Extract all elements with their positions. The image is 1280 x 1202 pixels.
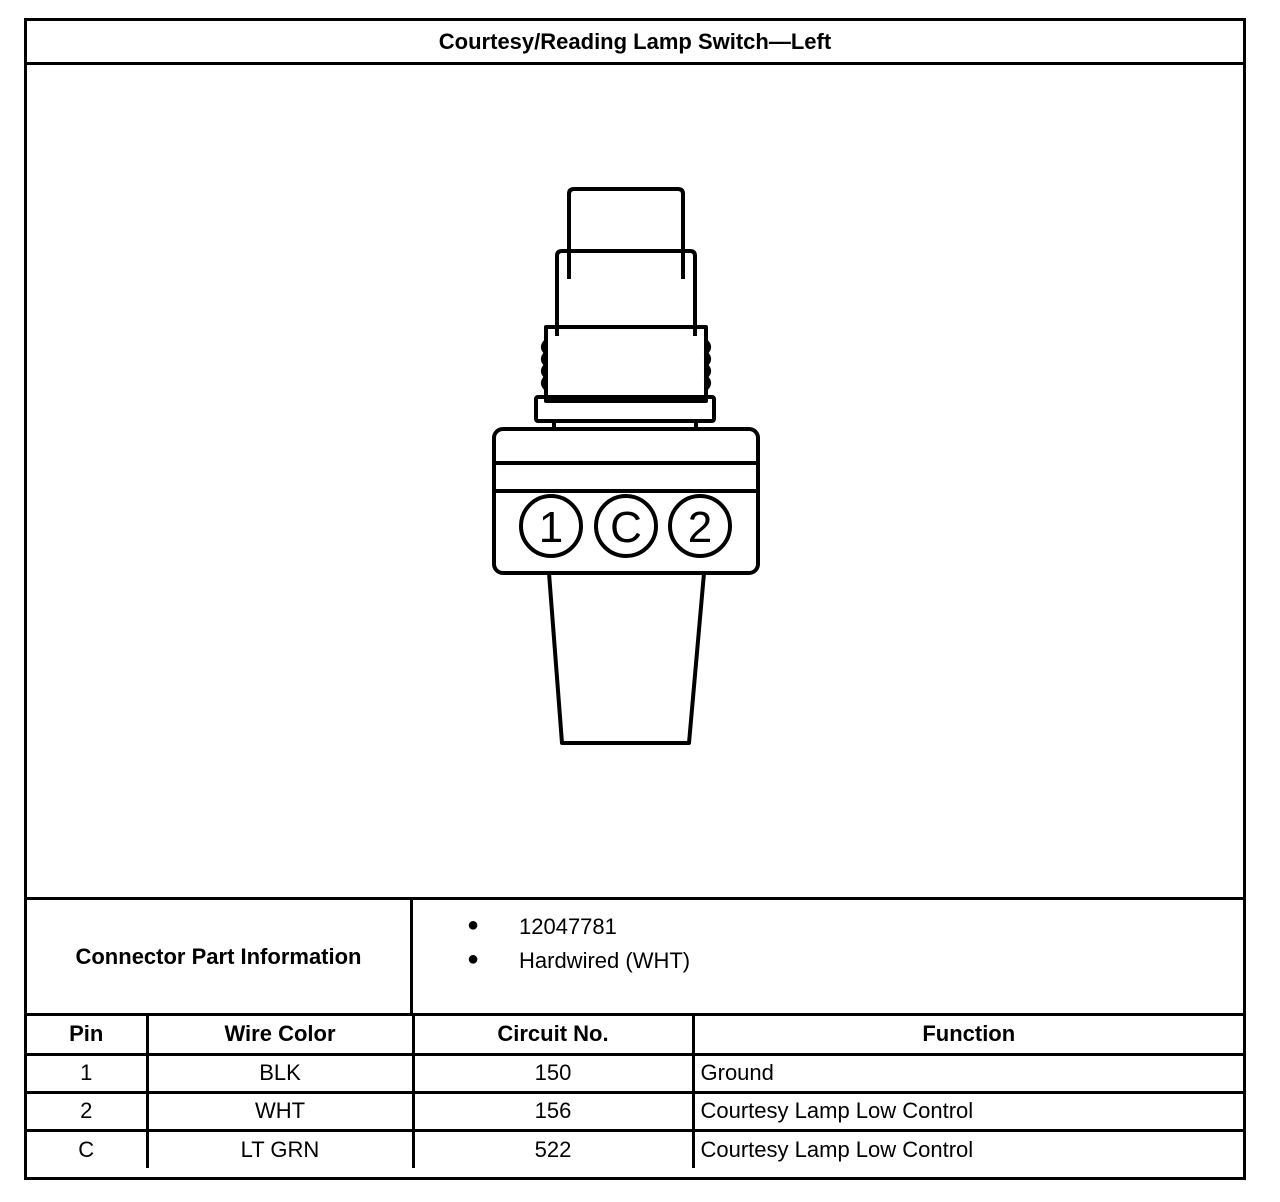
table-row: [27, 1054, 1243, 1092]
table-row: [27, 1130, 1243, 1168]
pin-cell: 1: [27, 1054, 147, 1092]
circuit-no-cell: 150: [413, 1054, 693, 1092]
hardwired-text: Hardwired (WHT): [519, 948, 691, 973]
function-cell: Courtesy Lamp Low Control: [693, 1092, 1243, 1130]
threaded-shank: [546, 327, 706, 401]
table-row: [27, 1092, 1243, 1130]
function-cell: Ground: [693, 1054, 1243, 1092]
connector-drawing: [27, 65, 1243, 897]
header-function: Function: [693, 1016, 1243, 1054]
wire-boot: [549, 573, 704, 743]
pin-table-header: [27, 1016, 1243, 1054]
plunger-collar: [557, 251, 695, 336]
wire-color-cell: LT GRN: [147, 1130, 413, 1168]
sheet-title: Courtesy/Reading Lamp Switch—Left: [27, 21, 1243, 65]
connector-part-info-label: Connector Part Information: [27, 900, 413, 1013]
bullet-icon: ●: [467, 948, 480, 970]
part-number-item: [467, 914, 617, 940]
part-number: 12047781: [519, 914, 617, 939]
plunger-cap: [569, 189, 683, 279]
header-pin: Pin: [27, 1016, 147, 1054]
bullet-icon: ●: [467, 914, 480, 936]
pin-cell: C: [27, 1130, 147, 1168]
terminal-2-label: 2: [687, 503, 713, 552]
connector-part-info: [27, 897, 1243, 1016]
header-circuit-no: Circuit No.: [413, 1016, 693, 1054]
pin-cell: 2: [27, 1092, 147, 1130]
hardwired-item: [467, 948, 691, 974]
connector-part-info-list: [413, 900, 1243, 1013]
function-cell: Courtesy Lamp Low Control: [700, 1136, 974, 1162]
wire-color-cell: BLK: [147, 1054, 413, 1092]
header-wire-color: Wire Color: [147, 1016, 413, 1054]
pin-table: [27, 1016, 1243, 1168]
connector-sheet: [24, 18, 1246, 1180]
switch-illustration: [27, 65, 1243, 897]
wire-color-cell: WHT: [147, 1092, 413, 1130]
circuit-no-cell: 156: [413, 1092, 693, 1130]
terminal-c-label: C: [610, 503, 642, 552]
terminal-1-label: 1: [538, 503, 564, 552]
circuit-no-cell: 522: [413, 1130, 693, 1168]
